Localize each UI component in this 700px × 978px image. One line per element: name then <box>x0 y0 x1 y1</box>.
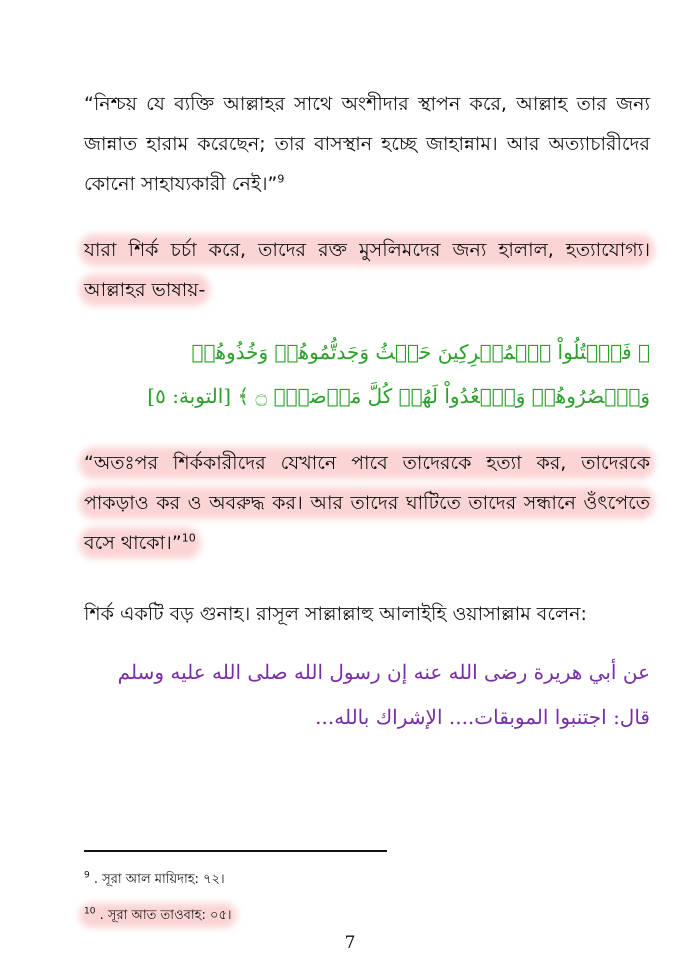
footnote-number: 9 <box>84 870 90 881</box>
footnote-divider <box>84 850 387 852</box>
footnote-text: . সূরা আল মায়িদাহ: ৭২। <box>93 872 225 887</box>
page-number: 7 <box>344 933 356 953</box>
highlighted-text: যারা শির্ক চর্চা করে, তাদের রক্ত মুসলিমদের জন্য হালাল, হত্যাযোগ্য। আল্লাহর ভাষায়- <box>84 239 650 301</box>
paragraph-hadith-intro <box>84 594 650 634</box>
paragraph-text: “অতঃপর শির্ককারীদের যেখানে পাবে তাদেরকে হত্যা কর, তাদেরকে পাকড়াও কর ও অবরুদ্ধ কর। আর তাদের ঘাটিতে তাদের সন্ধানে ওঁৎপেতে বসে থাকো।” <box>84 452 650 554</box>
paragraph-text: শির্ক একটি বড় গুনাহ। রাসূল সাল্লাল্লাহু আলাইহি ওয়াসাল্লাম বলেন: <box>84 603 587 625</box>
quran-verse-reference: [التوبة: ٥] <box>147 384 232 408</box>
quran-verse <box>84 330 650 418</box>
highlighted-text <box>84 908 232 923</box>
footnote-10 <box>84 906 232 926</box>
highlighted-text <box>84 452 650 554</box>
footnote-ref-9[interactable]: 9 <box>277 172 285 186</box>
hadith-text <box>84 650 650 740</box>
hadith-arabic: عن أبي هريرة رضى الله عنه إن رسول الله صلى الله عليه وسلم قال: اجتنبوا الموبقات.... الإشراك بالله... <box>117 660 650 729</box>
footnote-ref-10[interactable]: 10 <box>181 531 196 545</box>
paragraph-quran-translation-2 <box>84 443 650 563</box>
paragraph-text: “নিশ্চয় যে ব্যক্তি আল্লাহর সাথে অংশীদার স্থাপন করে, আল্লাহ তার জন্য জান্নাত হারাম করেছেন; তার বাসস্থান হচ্ছে জাহান্নাম। আর অত্যাচারীদের কোনো সাহায্যকারী নেই।” <box>84 93 650 195</box>
footnote-text: . সূরা আত তাওবাহ: ০৫। <box>99 908 232 923</box>
paragraph-quran-translation-1 <box>84 84 650 204</box>
paragraph-shirk-ruling <box>84 230 650 310</box>
quran-verse-text: ﴿ فَٱقۡتُلُواْ ٱلۡمُشۡرِكِينَ حَيۡثُ وَجَدتُّمُوهُمۡ وَخُذُوهُمۡ وَٱحۡصُرُوهُمۡ وَٱقۡعُدُواْ لَهُمۡ كُلَّ مَرۡصَدٖۚ ۝ ﴾ <box>191 340 650 408</box>
footnote-number: 10 <box>84 906 96 917</box>
footnote-9 <box>84 870 225 890</box>
